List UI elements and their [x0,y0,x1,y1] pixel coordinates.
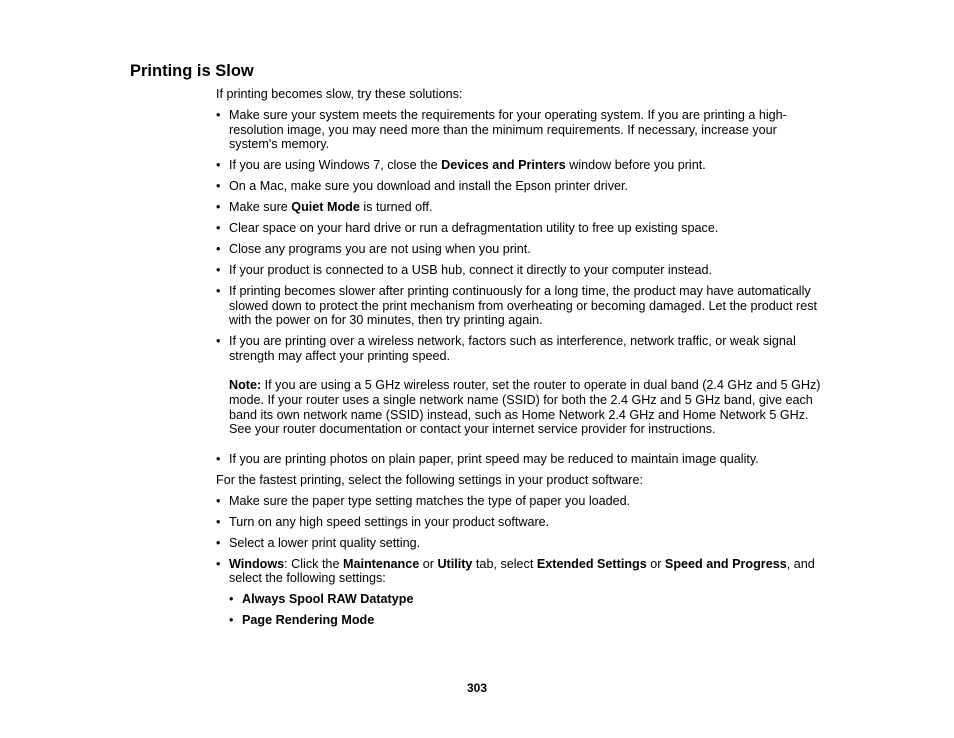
fastest-printing-text: For the fastest printing, select the following settings in your product software: [216,472,644,487]
bold-text: Maintenance [342,556,420,571]
text-segment: or [419,556,438,571]
sublist-item [229,613,826,628]
text-segment: If printing becomes slower after printing continuously for a long time, the product may have automatically slowed down to protect the print mechanism from overheating or becoming damaged. Let the product rest with the power on for 30 minutes, then try printing again. [229,284,818,328]
bold-text: Always Spool RAW Datatype [242,592,414,607]
bold-text: Windows [229,556,285,571]
intro-text: If printing becomes slow, try these solutions: [216,87,463,101]
list-item [216,263,826,278]
list-item [216,515,826,530]
solutions-list [216,108,826,466]
bold-text: Quiet Mode [291,200,360,215]
text-segment: Make sure the paper type setting matches the type of paper you loaded. [229,493,631,508]
text-segment: If you are using Windows 7, close the [229,158,442,173]
bold-text: Extended Settings [536,556,647,571]
fastest-settings-list [216,494,826,628]
text-segment: Select a lower print quality setting. [229,535,421,550]
list-item [216,536,826,551]
list-item [216,179,826,194]
list-item [216,108,826,152]
text-segment: or [646,556,665,571]
note-text [229,378,826,436]
list-item [216,200,826,215]
text-segment: Close any programs you are not using when you print. [229,242,531,257]
bold-text: Note: [229,378,262,393]
list-item [216,158,826,173]
text-segment: window before you print. [565,158,706,173]
text-segment: Make sure your system meets the requirements for your operating system. If you are printing a high-resolution image, you may need more than the minimum requirements. If necessary, increase your system's memory. [229,107,787,152]
bold-text: Devices and Printers [441,158,566,173]
bold-text: Page Rendering Mode [242,613,375,628]
text-segment: Clear space on your hard drive or run a defragmentation utility to free up existing space. [229,221,719,236]
page-number: 303 [466,681,488,695]
text-segment: If you are printing over a wireless network, factors such as interference, network traffic, or weak signal strength may affect your printing speed. [229,334,796,363]
text-segment: Make sure [229,200,292,215]
text-segment: : Click the [284,556,343,571]
text-segment: tab, select [472,556,537,571]
text-segment: If your product is connected to a USB hub, connect it directly to your computer instead. [229,263,713,278]
list-item [216,557,826,628]
bold-text: Speed and Progress [664,556,787,571]
list-item [216,284,826,328]
text-segment: If you are using a 5 GHz wireless router, set the router to operate in dual band (2.4 GHz and 5 GHz) mode. If your router uses a single network name (SSID) for both the 2.4 GHz and 5 GHz band, give each band its own network name (SSID) instead, such as Home Network 2.4 GHz and Home Network 5 GHz. See your router documentation or contact your internet service provider for instructions. [229,378,821,437]
bold-text: Utility [437,556,473,571]
settings-sublist [229,592,826,628]
list-item [216,452,826,467]
list-item [216,242,826,257]
text-segment: On a Mac, make sure you download and install the Epson printer driver. [229,179,629,194]
sublist-item [229,592,826,607]
text-segment: Turn on any high speed settings in your product software. [229,514,550,529]
main-content [216,87,826,634]
page-title: Printing is Slow [130,62,254,80]
text-segment: , and select the following settings: [229,556,815,586]
text-segment: If you are printing photos on plain paper, print speed may be reduced to maintain image quality. [229,451,759,466]
list-item [216,334,826,437]
list-item [216,494,826,509]
text-segment: is turned off. [359,200,433,215]
list-item [216,221,826,236]
